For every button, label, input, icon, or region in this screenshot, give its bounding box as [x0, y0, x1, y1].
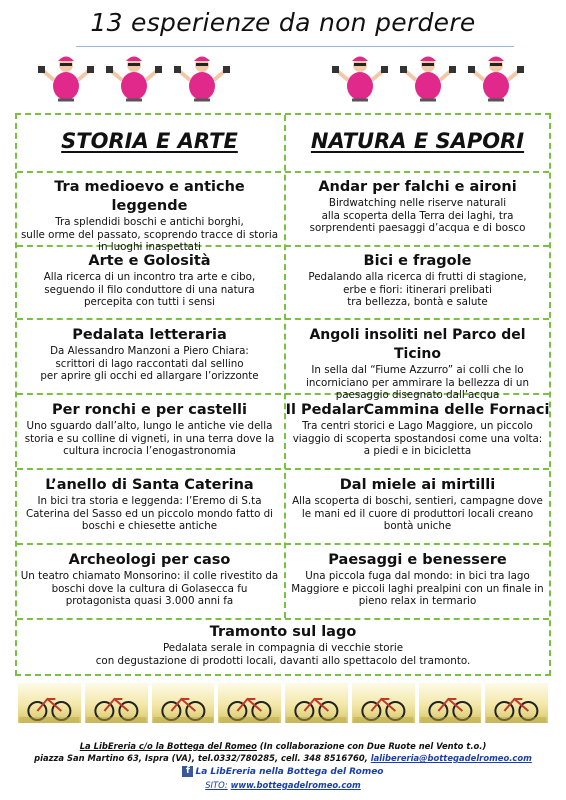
footer-address	[0, 753, 566, 763]
experience-item	[285, 476, 550, 533]
site-link[interactable]: www.bottegadelromeo.com	[230, 780, 361, 790]
bicycle-icon	[218, 683, 281, 723]
experience-item	[285, 326, 550, 402]
cyclist-strip-left	[36, 52, 232, 108]
experience-title: L’anello di Santa Caterina	[45, 477, 254, 493]
experience-item	[17, 401, 282, 458]
experience-item	[17, 551, 282, 608]
email-link[interactable]: lalibereria@bottegadelromeo.com	[370, 753, 532, 763]
experience-description: Pedalata serale in compagnia di vecchie storie con degustazione di prodotti locali, davanti allo spettacolo del tramonto.	[95, 642, 471, 667]
experience-item	[285, 401, 550, 458]
cyclist-icon	[330, 52, 390, 108]
bicycle-icon	[152, 683, 215, 723]
experience-item	[285, 551, 550, 608]
cyclist-strip-right	[330, 52, 526, 108]
cyclist-icon	[36, 52, 96, 108]
experience-description: Alla scoperta di boschi, sentieri, campagne dove le mani ed il cuore di produttori locali creano bontà uniche	[292, 495, 543, 532]
cyclist-icon	[398, 52, 458, 108]
cyclist-icon	[104, 52, 164, 108]
experience-item	[17, 326, 282, 383]
bicycle-icon	[85, 683, 148, 723]
experience-description: Birdwatching nelle riserve naturali alla scoperta della Terra dei laghi, tra sorprendenti paesaggi d’acqua e di bosco	[309, 197, 526, 234]
experience-title: Arte e Golosità	[88, 253, 211, 269]
footer-facebook[interactable]	[0, 766, 566, 777]
experience-title: Archeologi per caso	[68, 552, 231, 568]
experience-title: Angoli insoliti nel Parco del Ticino	[309, 327, 526, 362]
experience-item	[17, 476, 282, 533]
experience-description: Tra splendidi boschi e antichi borghi, sulle orme del passato, scoprendo tracce di storia in luoghi inaspettati	[20, 216, 279, 253]
title-divider	[76, 46, 514, 47]
bicycle-icon	[352, 683, 415, 723]
column-heading-natura-sapori: NATURA E SAPORI	[310, 129, 525, 153]
cyclist-icon	[466, 52, 526, 108]
experience-item	[285, 252, 550, 309]
row-divider	[17, 468, 549, 470]
facebook-icon: f	[182, 766, 193, 777]
experience-description: Da Alessandro Manzoni a Piero Chiara: scrittori di lago raccontati dal sellino per aprire gli occhi ed allargare l’orizzonte	[40, 345, 259, 382]
experience-description: Una piccola fuga dal mondo: in bici tra lago Maggiore e piccoli laghi prealpini con un finale in pieno relax in termario	[291, 570, 544, 607]
column-heading-storia-arte: STORIA E ARTE	[61, 129, 238, 153]
experiences-grid	[15, 113, 551, 676]
site-label: SITO:	[205, 780, 228, 790]
bicycle-icon	[419, 683, 482, 723]
row-divider	[17, 618, 549, 620]
bicycle-strip	[18, 683, 548, 723]
experience-description: Uno sguardo dall’alto, lungo le antiche vie della storia e su colline di vigneti, in una terra dove la cultura incrocia l’enogastronomia	[24, 420, 275, 457]
experience-title: Tramonto sul lago	[209, 624, 357, 640]
experience-title: Andar per falchi e aironi	[318, 179, 517, 195]
organizer-name: La LibEreria c/o la Bottega del Romeo	[79, 741, 257, 751]
experience-title: Pedalata letteraria	[72, 327, 227, 343]
experience-description: In bici tra storia e leggenda: l’Eremo di S.ta Caterina del Sasso ed un piccolo mondo fatto di boschi e chiesette antiche	[25, 495, 274, 532]
experience-item	[17, 252, 282, 309]
experience-description: Un teatro chiamato Monsorino: il colle rivestito da boschi dove la cultura di Golasecca fu protagonista quasi 3.000 anni fa	[20, 570, 279, 607]
facebook-link[interactable]: La LibEreria nella Bottega del Romeo	[195, 767, 384, 777]
experience-title: Dal miele ai mirtilli	[339, 477, 496, 493]
organizer-partner: (In collaborazione con Due Ruote nel Vento t.o.)	[256, 741, 487, 751]
cyclist-icon	[172, 52, 232, 108]
experience-title: Per ronchi e per castelli	[51, 402, 247, 418]
experience-title: Paesaggi e benessere	[328, 552, 507, 568]
bicycle-icon	[285, 683, 348, 723]
row-divider	[17, 171, 549, 173]
row-divider	[17, 543, 549, 545]
experience-description: Tra centri storici e Lago Maggiore, un piccolo viaggio di scoperta spostandosi come una volta: a piedi e in bicicletta	[292, 420, 543, 457]
footer-organizer	[0, 741, 566, 751]
experience-item-wide	[17, 623, 549, 667]
footer-site	[0, 780, 566, 790]
experience-description: Alla ricerca di un incontro tra arte e cibo, seguendo il filo conduttore di una natura percepita con tutti i sensi	[43, 271, 256, 308]
bicycle-icon	[18, 683, 81, 723]
address-text: piazza San Martino 63, Ispra (VA), tel.0332/780285, cell. 348 8516760,	[34, 753, 371, 763]
experience-description: Pedalando alla ricerca di frutti di stagione, erbe e fiori: itinerari prelibati tra bellezza, bontà e salute	[308, 271, 527, 308]
row-divider	[17, 318, 549, 320]
experience-description: In sella dal “Fiume Azzurro” ai colli che lo incorniciano per ammirare la bellezza di un paesaggio disegnato dall’acqua	[306, 364, 529, 401]
experience-title: Il PedalarCammina delle Fornaci	[285, 402, 550, 418]
experience-title: Tra medioevo e antiche leggende	[54, 179, 245, 214]
page-title: 13 esperienze da non perdere	[90, 8, 476, 37]
experience-title: Bici e fragole	[363, 253, 472, 269]
experience-item	[285, 178, 550, 235]
experience-item	[17, 178, 282, 254]
bicycle-icon	[485, 683, 548, 723]
